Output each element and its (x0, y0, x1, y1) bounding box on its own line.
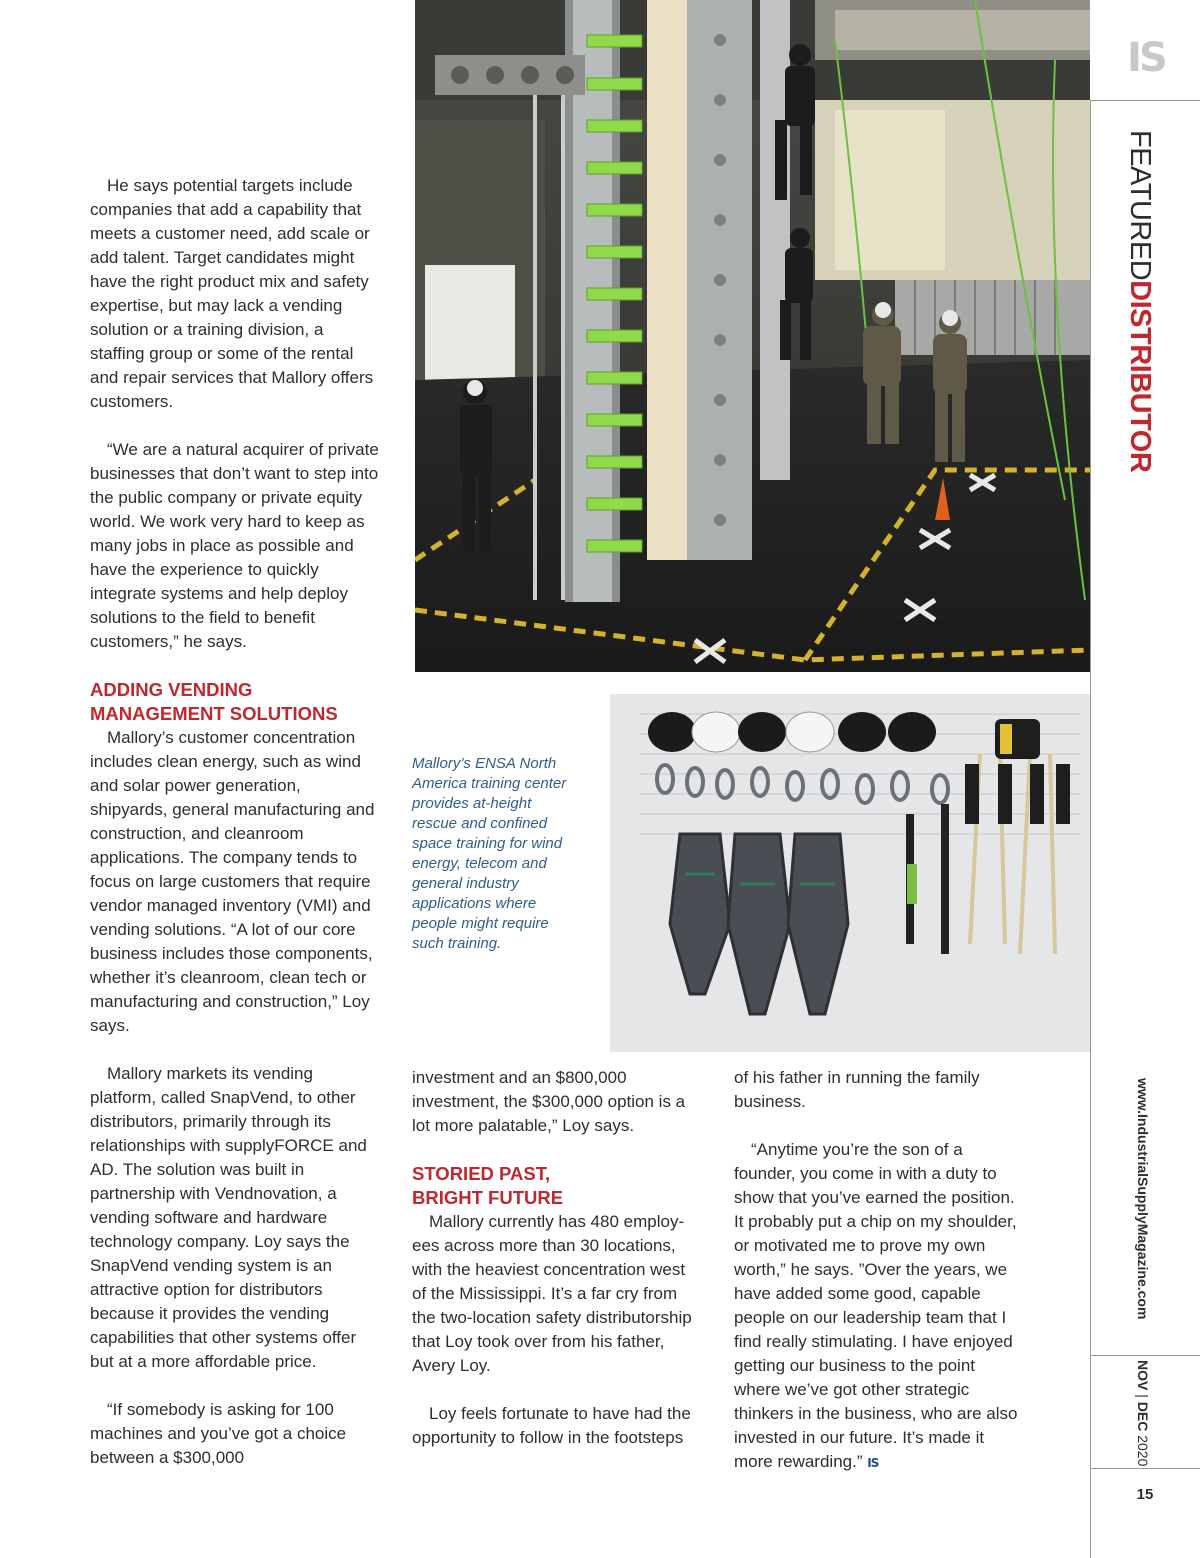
column-2 (412, 1066, 698, 1450)
section-label (1124, 130, 1156, 473)
col2-paragraph-2: Mallory currently has 480 employ-ees across more than 30 locations, with the heaviest concentration west of the Mississippi. It’s a far cry from the two-location safety distributorship that Loy took over from his father, Avery Loy. (412, 1212, 692, 1375)
col2-paragraph-1: investment and an $800,000 investment, the $300,000 option is a lot more palatable,” Loy says. (412, 1068, 686, 1135)
issue-separator: | (1135, 1394, 1151, 1398)
footer-website (1134, 1078, 1152, 1338)
col1-paragraph-5: “If somebody is asking for 100 machines and you’ve got a choice between a $300,000 (90, 1400, 347, 1467)
section-distributor: DISTRIBUTOR (1124, 280, 1156, 473)
rail-divider-vertical (1090, 100, 1091, 1558)
issue-month-2: DEC (1135, 1401, 1151, 1432)
issue-month: NOV (1135, 1360, 1151, 1391)
section-featured: FEATURED (1124, 130, 1156, 281)
col1-paragraph-4: Mallory markets its vending platform, called SnapVend, to other distributors, primarily through its relationships with supplyFORCE and AD. The solution was built in partnership with Vendnovation, a vending software and hardware technology company. Loy says the SnapVend vending system is an attractive option for distributors because it provides the vending capabilities that other systems offer but at a more affordable price. (90, 1064, 367, 1371)
website-text: www.IndustrialSupplyMagazine.com (1135, 1078, 1151, 1320)
page-number: 15 (1136, 1486, 1154, 1503)
end-mark-logo: IS (867, 1456, 879, 1470)
column-3 (734, 1066, 1026, 1475)
col3-paragraph-2 (734, 1138, 1026, 1475)
brand-logo: IS (1127, 35, 1165, 81)
footer-date (1134, 1360, 1152, 1470)
column-1 (90, 174, 382, 1470)
rail-divider-page (1090, 1468, 1200, 1469)
photo-caption: Mallory’s ENSA North America training center provides at-height rescue and confined space training for wind energy, telecom and general industry applications where people might require such training. (412, 755, 567, 952)
safety-gear-wall-photo (610, 694, 1090, 1052)
safety-gear-illustration (610, 694, 1090, 1052)
training-center-photo (415, 0, 1090, 672)
heading-line-1: STORIED PAST, (412, 1163, 551, 1184)
heading-line-1: ADDING VENDING (90, 679, 253, 700)
col2-paragraph-3: Loy feels fortunate to have had the opportunity to follow in the footsteps (412, 1404, 691, 1447)
col3-paragraph-1: of his father in running the family business. (734, 1068, 980, 1111)
col1-paragraph-1: He says potential targets include companies that add a capability that meets a customer need, add scale or add talent. Target candidates might have the right product mix and safety expertise, but may lack a vending solution or a training division, a staffing group or some of the rental and repair services that Mallory offers customers. (90, 176, 374, 411)
heading-line-2: MANAGEMENT SOLUTIONS (90, 703, 338, 724)
col1-paragraph-3: Mallory’s customer concentration includes clean energy, such as wind and solar power generation, shipyards, general manufacturing and construction, and cleanroom applications. The company tends to focus on large customers that require vendor managed inventory (VMI) and vending solutions. “A lot of our core business includes those components, whether it’s cleanroom, clean tech or manufacturing and construction,” Loy says. (90, 728, 375, 1035)
heading-adding-vending (90, 678, 382, 726)
rail-divider-date (1090, 1355, 1200, 1356)
training-center-illustration (415, 0, 1090, 672)
issue-year: 2020 (1135, 1435, 1151, 1467)
col3-paragraph-2-text: “Anytime you’re the son of a founder, you come in with a duty to show that you’ve earned the position. It probably put a chip on my shoulder, or motivated me to prove my own worth,” he says. ”Over the years, we have added some good, capable people on our leadership team that I find really stimulating. I have enjoyed getting our business to the point where we’ve got other strategic thinkers in the business, who are also invested in our future. It’s made it more rewarding.” (734, 1140, 1018, 1471)
heading-line-2: BRIGHT FUTURE (412, 1187, 564, 1208)
rail-divider-top (1090, 100, 1200, 101)
heading-storied-past (412, 1162, 698, 1210)
col1-paragraph-2: “We are a natural acquirer of private businesses that don’t want to step into the public company or private equity world. We work very hard to keep as many jobs in place as possible and have the experience to quickly integrate systems and help deploy solutions to the field to benefit customers,” he says. (90, 440, 379, 651)
